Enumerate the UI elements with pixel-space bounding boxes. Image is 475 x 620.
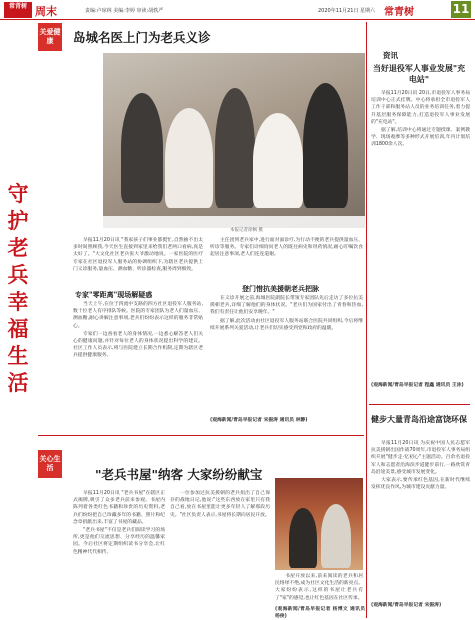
sidebar-item2-headline: 健步大量青岛沿途富饶环保 [371,414,467,424]
paragraph: 当天上午,在位于四流中支路的四方社区退役军人服务站,数十位老人有序排队等候。医院的专家团队为老人们量血压、测血糖,耐心讲解注意事项,老兵们纷纷表示这样的服务非常贴心。 [73,302,203,329]
sidebar-item2-byline: (观海新闻/青岛早报记者 宋振涛) [371,603,442,608]
paragraph: 一位参加过抗美援朝的老兵捐出了自己保存的战地日记,他说:"这些东西放在家里只有我自己看,放在书屋里能让更多年轻人了解那段历史。"社区负责人表示,书屋将长期向居民开放。 [170,491,270,518]
story1-column-2 [210,237,363,281]
paper-name: 常青树 [384,7,414,18]
paragraph: 早报11月20日讯 "老兵书屋"在辖区正式揭牌,吸引了众多老兵前来参观。书屋内陈列着各类红色书籍和珍贵的历史资料,老兵们纷纷把自己珍藏多年的书籍、照片和纪念章捐献出来,丰富了书屋的藏品。 [73,491,165,525]
story1-column-2b [210,295,363,415]
paragraph: 早报11月20日讯 "我家孩子们事业都挺忙,自然抽不出太多时间照顾我,今天医生直接到家里来给我们老两口看病,真是太好了。"大文化社区老兵张大爷激动地说。一家医院的医疗专家在社区退役军人服务站的协调组织下,为辖区老兵提供上门义诊服务,量血压、测血糖、听诊器检查,服务周到细致。 [73,238,203,272]
sidebar-divider [369,404,470,405]
story1-headline: 岛城名医上门为老兵义诊 [73,30,211,45]
category-tag: 关心生活 [38,450,62,478]
paragraph: 专家们一边查看老人的身体情况,一边悉心解答老人们关心的健康问题,并针对每位老人的身体状况提出科学的建议。社区工作人员表示,将与医院建立长期合作机制,定期为辖区老兵提供健康服务。 [73,331,203,359]
story1-photo [103,53,365,228]
story2-column-3 [275,573,363,605]
sidebar-kicker: 资讯 [383,51,398,60]
sidebar-item1-body [371,90,470,380]
paragraph: 书屋开放以来,前来阅读的老兵和居民络绎不绝,成为社区文化生活的新亮点。大家纷纷表示,这样的书屋让老兵有了"家"的感觉,也让红色基因在社区传承。 [275,574,363,601]
newspaper-logo: 常青树 [4,2,32,18]
category-tag: 关爱健康 [38,23,62,51]
story1-column-1 [73,237,203,287]
story2-byline: (观海新闻/青岛早报记者 杨博文 通讯员 杨俊) [275,607,365,620]
section-title: 周末 [35,5,57,18]
story2-headline: "老兵书屋"纳客 大家纷纷献宝 [95,467,263,482]
header-divider [0,19,475,20]
story2-photo [275,478,363,570]
story1-column-1b [73,301,203,431]
paragraph: 大家表示,要传承红色基因,在新时代继续发挥优良作风,为城市建设贡献力量。 [371,478,470,491]
paragraph: 据了解,培训中心将通过专题授课、案例教学、现场观摩等多种形式开展培训,年内计划培训1800余人次。 [371,128,470,148]
story-divider [38,435,364,436]
story1-photo-caption: 本报记者徐枫 摄 [230,228,263,233]
sidebar-divider [366,22,367,618]
sidebar-item1-byline: (观海新闻/青岛早报记者 程鑫 通讯员 王泳) [371,383,464,388]
paragraph: 在义诊开展之前,海城医院副院长带领专家团队先后走访了多位抗美援朝老兵,详细了解他们的身体状况。"老兵们为国家付出了青春和热血,我们有责任让他们安享晚年。" [210,296,363,316]
issue-date: 2020年11月21日 星期六 [318,8,376,14]
page-number: 11 [452,2,470,16]
story1-subhead-2: 登门惜抗美援朝老兵把脉 [242,284,319,293]
story2-column-1 [73,490,165,616]
story1-subhead-1: 专家"零距离"现场解疑惑 [75,290,153,299]
story1-byline: (观海新闻/青岛早报记者 宋振涛 通讯员 林静) [210,418,308,423]
paragraph: 早报11月20日讯 为庆祝中国人民志愿军抗美援朝出国作战70周年,市退役军人事务局组织开展"健步走·忆初心"主题活动。百余名退役军人和志愿者沿海滨步道健步前行,一路欣赏青岛沿途美景,感受城市发展变化。 [371,441,470,475]
story2-column-2 [170,490,270,616]
paragraph: 主任团到老兵家中,进行面对面诊疗,为行动不便的老兵提供量血压、听诊等服务。专家们详细询问老人的既往病史和用药情况,耐心叮嘱饮食起居注意事项,老人们连连道谢。 [210,238,363,258]
paragraph: "老兵书屋"不仅是老兵们阅读学习的场所,更是他们交流思想、分享经历的温馨家园。今后社区将定期组织读书分享会,让红色精神代代相传。 [73,528,165,555]
feature-vertical-title: 守护老兵幸福生活 [7,181,29,395]
sidebar-item1-headline: 当好退役军人事业发展"充电站" [372,63,466,84]
paragraph: 早报11月20日讯 20日,市退役军人事务局培训中心正式挂牌。中心将承担全市退役军人工作干部和服务站人员的业务培训任务,着力提升基层服务保障能力,打造退役军人事业发展的"充电站"。 [371,91,470,125]
paragraph: 据了解,此次活动由社区退役军人服务站联合医院共同组织,今后将继续开展系列关爱活动,让老兵们切实感受到党和政府的温暖。 [210,318,363,331]
editors-line: 责编:卢琼林 美编:李婷 审读:胡轶严 [85,8,164,14]
sidebar-item2-body [371,440,470,600]
page-header [0,0,475,20]
